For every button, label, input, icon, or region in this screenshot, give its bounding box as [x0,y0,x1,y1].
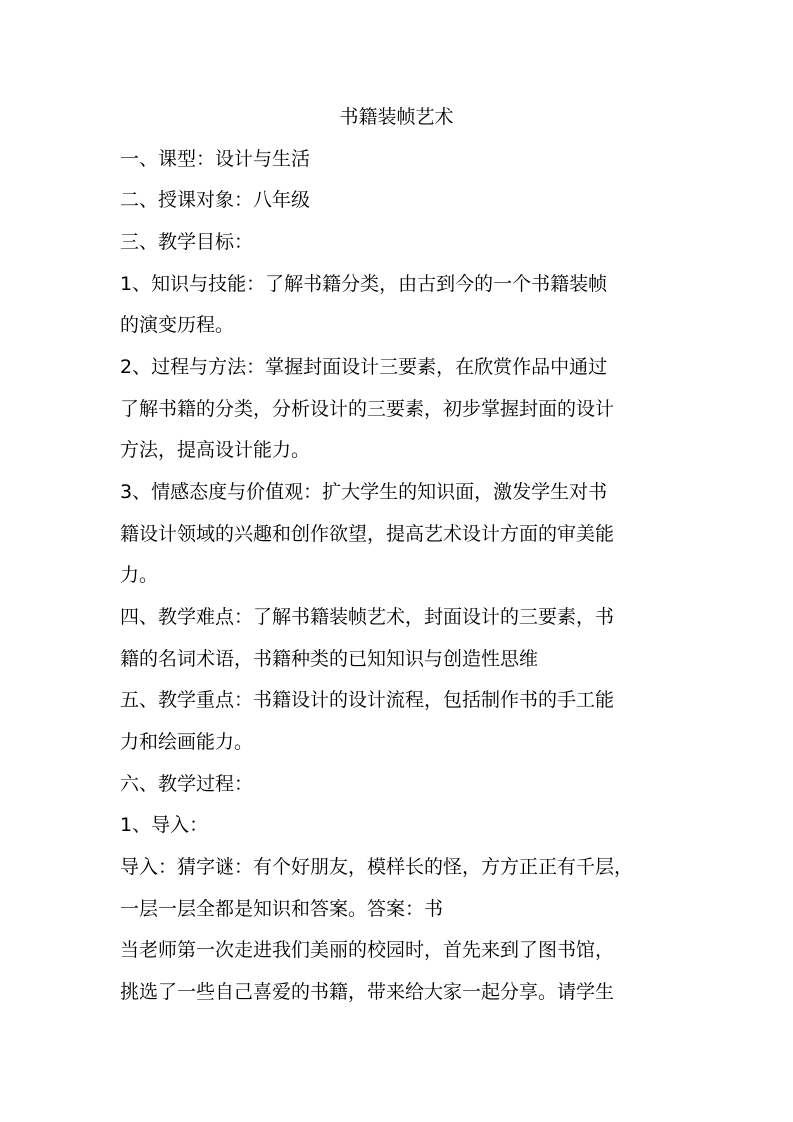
text-line: 3、情感态度与价值观：扩大学生的知识面，激发学生对书 [120,481,608,503]
text-line: 导入：猜字谜：有个好朋友，模样长的怪，方方正正有千层， [120,856,634,878]
text-line: 六、教学过程： [120,773,254,795]
text-line: 三、教学目标： [120,231,254,253]
document-title: 书籍装帧艺术 [339,106,454,128]
text-line: 力和绘画能力。 [120,731,254,753]
text-line: 籍的名词术语，书籍种类的已知知识与创造性思维 [120,648,539,670]
text-line: 2、过程与方法：掌握封面设计三要素，在欣赏作品中通过 [120,356,608,378]
text-line: 一、课型：设计与生活 [120,148,311,170]
text-line: 籍设计领域的兴趣和创作欲望，提高艺术设计方面的审美能 [120,523,615,545]
text-line: 1、导入： [120,814,209,836]
text-line: 方法，提高设计能力。 [120,439,311,461]
text-line: 四、教学难点：了解书籍装帧艺术，封面设计的三要素，书 [120,606,615,628]
text-line: 力。 [120,564,159,586]
text-line: 一层一层全都是知识和答案。答案：书 [120,898,444,920]
text-line: 了解书籍的分类，分析设计的三要素，初步掌握封面的设计 [120,398,615,420]
text-line: 的演变历程。 [120,314,235,336]
text-line: 1、知识与技能：了解书籍分类，由古到今的一个书籍装帧 [120,273,608,295]
text-line: 二、授课对象：八年级 [120,189,311,211]
text-line: 挑选了一些自己喜爱的书籍，带来给大家一起分享。请学生 [120,981,615,1003]
text-line: 当老师第一次走进我们美丽的校园时，首先来到了图书馆， [120,939,615,961]
text-line: 五、教学重点：书籍设计的设计流程，包括制作书的手工能 [120,689,615,711]
